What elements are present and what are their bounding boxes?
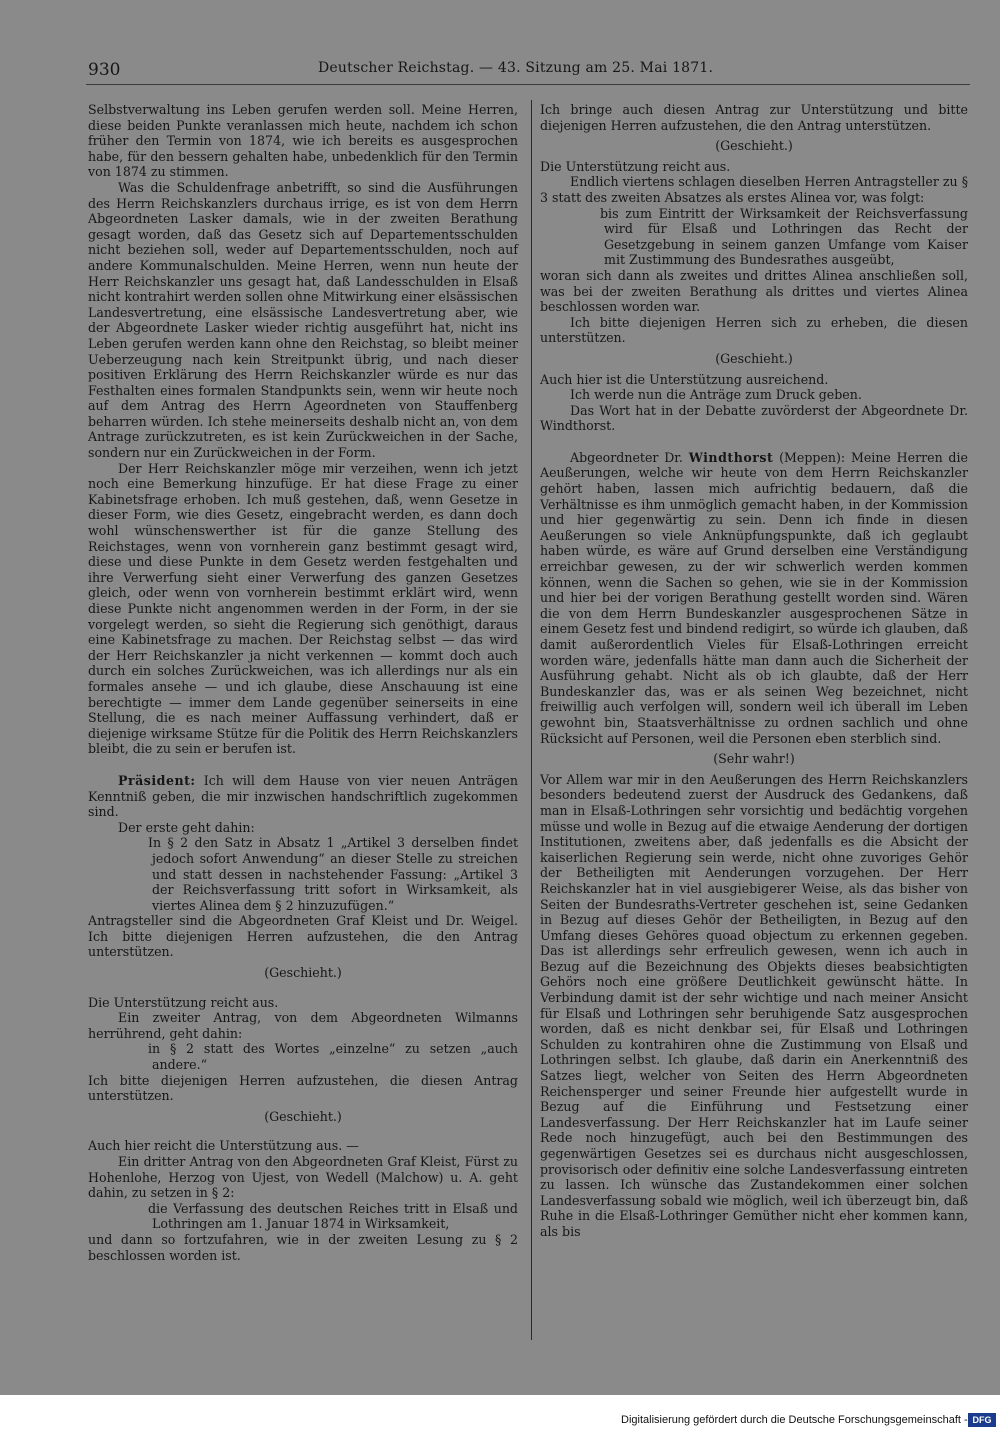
second-motion: in § 2 statt des Wortes „einzelne“ zu setzen „auch andere.“ <box>148 1041 518 1073</box>
paragraph: Ich bringe auch diesen Antrag zur Unterstützung und bitte diejenigen Herren aufzustehen, die den Antrag unterstützen. <box>540 102 968 133</box>
support-note: Auch hier ist die Unterstützung ausreichend. <box>540 371 829 387</box>
running-header: Deutscher Reichstag. — 43. Sitzung am 25. Mai 1871. <box>318 60 714 76</box>
stage-direction: (Geschieht.) <box>264 965 342 981</box>
fourth-motion: bis zum Eintritt der Wirksamkeit der Reichsverfassung wird für Elsaß und Lothringen das Recht der Gesetzgebung in seinem ganzen Umfange vom Kaiser mit Zustimmung des Bundesrathes ausgeübt, <box>600 205 968 268</box>
header-rule <box>86 84 970 85</box>
paragraph: Der Herr Reichskanzler möge mir verzeihen, wenn ich jetzt noch eine Bemerkung hinzufüge. Er hat diese Frage zu einer Kabinetsfrage erhoben. Ich muß gestehen, daß, wenn Gesetze in dieser Form, wie dies Gesetz, eingebracht werden, es dann doch wohl wünschenswerther ist für die ganze Stellung des Reichstages, wenn von vornherein ganz bestimmt gesagt wird, diese und diese Punkte in dem Gesetz werden festgehalten und ihre Verwerfung sieht einer Verwerfung des ganzen Gesetzes gleich, oder wenn von vornherein bestimmt erklärt wird, wenn diese Punkte nicht angenommen werden in der Form, in der sie vorgelegt werden, so sieht die Regierung sich genöthigt, daraus eine Kabinetsfrage zu machen. Der Reichstag selbst — das wird der Herr Reichskanzler ja nicht verkennen — kommt doch auch durch ein solches Zurückweichen, was ich allerdings nur als ein formales ansehe — und ich glaube, diese Anschauung ist eine berechtigte — immer dem Lande gegenüber seinerseits in eine Stellung, die es nach meiner Auffassung verhindert, daß er diejenige wirksame Stütze für die Politik des Herrn Reichskanzlers bleibt, die zu sein er berufen ist. <box>88 460 518 757</box>
fourth-intro: Endlich viertens schlagen dieselben Herren Antragsteller zu § 3 statt des zweiten Absatzes als erstes Alinea vor, was folgt: <box>540 174 968 205</box>
windthorst-paragraph <box>540 450 968 746</box>
paragraph: Vor Allem war mir in den Aeußerungen des Herrn Reichskanzlers besonders bedeutend zuerst der Ausdruck des Gedankens, daß man in Elsaß-Lothringen sehr vorsichtig und bedächtig vorgehen müsse und wolle in Bezug auf die etwaige Aenderung der dortigen Institutionen, zweitens aber, daß jedenfalls es die Absicht der kaiserlichen Regierung sein werde, nicht ohne zuvoriges Gehör der Betheiligten mit Aenderungen vorzugehen. Der Herr Reichskanzler hat in viel ausgiebigerer Weise, als das bisher von Seiten der Bundesraths-Vertreter geschehen ist, seine Gedanken in Bezug auf dieses Gehör der Betheiligten, in Bezug auf den Umfang dieses Gehöres quoad objectum zu erkennen gegeben. Das ist allerdings sehr erfreulich gewesen, wenn ich auch in Bezug auf die Bezeichnung des Objekts dieses beabsichtigten Gehörs noch eine größere Deutlichkeit gewünscht hätte. In Verbindung damit ist der sehr wichtige und nach meiner Ansicht für Elsaß und Lothringen sehr beruhigende Satz ausgesprochen worden, daß es nicht denkbar sei, für Elsaß und Lothringen Schulden zu kontrahiren ohne die Zustimmung von Elsaß und Lothringen selbst. Ich glaube, daß darin ein Anerkenntniß des Satzes liegt, welcher von Seiten des Herrn Abgeordneten Reichensperger und seiner Freunde hier aufgestellt wurde in Bezug auf die Einführung und Festsetzung einer Landesverfassung. Der Herr Reichskanzler hat im Laufe seiner Rede noch hinzugefügt, auch bei den Bestimmungen des gegenwärtigen Gesetzes sei es durchaus nicht ausgeschlossen, provisorisch oder definitiv eine solche Landesverfassung eintreten zu lassen. Ich wünsche das Zustandekommen einer solchen Landesverfassung sobald wie möglich, weil ich überzeugt bin, daß Ruhe in die Elsaß-Lothringer Gemüther nicht eher kommen kann, als bis <box>540 771 968 1239</box>
first-movers: Antragsteller sind die Abgeordneten Graf Kleist und Dr. Weigel. Ich bitte diejenigen Herren aufzustehen, die den Antrag unterstützen. <box>88 913 518 960</box>
right-column <box>540 102 968 1240</box>
windthorst-text: Meine Herren die Aeußerungen, welche wir heute von dem Herrn Reichskanzler gehört haben, lassen mich aufrichtig bedauern, daß die Verhältnisse es ihm unmöglich gemacht haben, in der Kommission und hier gegenwärtig zu sein. Denn ich finde in diesen Aeußerungen so viele Anknüpfungspunkte, daß ich geglaubt haben würde, es wäre auf Grund derselben eine Verständigung erreichbar gewesen, zu der wir schwerlich werden kommen können, wenn die Sachen so gehen, wie sie in der Kommission und hier bei der vorigen Berathung gestellt worden sind. Wären die von dem Herrn Bundeskanzler ausgesprochenen Sätze in einem Gesetz fest und bindend redigirt, so würde ich glauben, daß damit außerordentlich Vieles für Elsaß-Lothringen erreicht worden wäre, jedenfalls hätte man dann auch die Sicherheit der Ausführung gehabt. Nicht als ob ich glaubte, daß der Herr Bundeskanzler das, was er als seinen Weg bezeichnet, nicht freiwillig auch verfolgen will, sondern weil ich überall im Leben gewohnt bin, Staatsverhältnisse zu ordnen sachlich und ohne Rücksicht auf Personen, weil die Personen eben sterblich sind. <box>540 449 968 746</box>
left-column <box>88 102 518 1263</box>
fourth-tail: woran sich dann als zweites und drittes Alinea anschließen soll, was bei der zweiten Berathung als drittes und viertes Alinea beschlossen worden war. <box>540 267 968 315</box>
paragraph: Was die Schuldenfrage anbetrifft, so sind die Ausführungen des Herrn Reichskanzlers durchaus irrige, es ist von dem Herrn Abgeordneten Lasker damals, wie in der zweiten Berathung gesagt worden, daß das Gesetz sich auf Departementsschulden nicht beziehen soll, weder auf Departementsschulden, noch auf andere Kommunalschulden. Meine Herren, wenn nun heute der Herr Reichskanzler uns gesagt hat, daß Landesschulden in Elsaß nicht kontrahirt werden sollen ohne Mitwirkung einer elsässischen Landesvertretung, eine elsässische Landesvertretung aber, wie der Abgeordnete Lasker wieder richtig ausgeführt hat, nicht ins Leben gerufen werden kann ohne den Reichstag, so bleibt meiner Ueberzeugung nach kein Streitpunkt übrig, und nach dieser positiven Erklärung des Herrn Reichskanzler würde es nur das Festhalten eines formalen Standpunkts sein, wenn wir heute noch auf dem Antrag des Herrn Ageordneten von Stauffenberg beharren würden. Ich stehe meinerseits deshalb nicht an, von dem Antrage zurückzutreten, es ist kein Zurückweichen in der Sache, sondern nur ein Zurückweichen in der Form. <box>88 179 518 461</box>
speaker-prefix: Abgeordneter Dr. <box>570 449 683 465</box>
support-note: Auch hier reicht die Unterstützung aus. — <box>88 1138 359 1154</box>
second-intro: Ein zweiter Antrag, von dem Abgeordneten Wilmanns herrührend, geht dahin: <box>88 1010 518 1041</box>
floor-note: Das Wort hat in der Debatte zuvörderst der Abgeordnete Dr. Windthorst. <box>540 402 968 434</box>
print-note: Ich werde nun die Anträge zum Druck geben. <box>570 387 862 403</box>
support-note: Die Unterstützung reicht aus. <box>88 994 279 1010</box>
dfg-logo: DFG <box>968 1413 996 1427</box>
speaker-president: Präsident: <box>118 772 196 788</box>
column-divider <box>531 100 532 1340</box>
president-text: Ich will dem Hause von vier neuen Anträgen Kenntniß geben, die mir inzwischen handschriftlich zugekommen sind. <box>88 772 518 820</box>
first-motion: In § 2 den Satz in Absatz 1 „Artikel 3 derselben findet jedoch sofort Anwendung“ an dieser Stelle zu streichen und statt dessen in nachstehender Fassung: „Artikel 3 der Reichsverfassung tritt sofort in Wirksamkeit, als viertes Alinea dem § 2 hinzuzufügen.“ <box>148 835 518 913</box>
president-paragraph <box>88 773 518 820</box>
fourth-request: Ich bitte diejenigen Herren sich zu erheben, die diesen unterstützen. <box>540 314 968 346</box>
third-motion: die Verfassung des deutschen Reiches tritt in Elsaß und Lothringen am 1. Januar 1874 in Wirksamkeit, <box>148 1200 518 1232</box>
paragraph: Selbstverwaltung ins Leben gerufen werden soll. Meine Herren, diese beiden Punkte veranlassen mich heute, nachdem ich schon früher den Termin von 1874, wie ich bereits es ausgesprochen habe, für den bessern gehalten habe, unbedenklich für den Termin von 1874 zu stimmen. <box>88 102 518 180</box>
page-number: 930 <box>88 60 121 80</box>
interjection: (Sehr wahr!) <box>713 751 795 767</box>
stage-direction: (Geschieht.) <box>715 138 793 154</box>
support-note: Die Unterstützung reicht aus. <box>540 158 731 174</box>
stage-direction: (Geschieht.) <box>264 1108 342 1124</box>
stage-direction: (Geschieht.) <box>715 350 793 366</box>
funding-note: Digitalisierung gefördert durch die Deutsche Forschungsgemeinschaft - <box>621 1414 968 1426</box>
first-intro: Der erste geht dahin: <box>118 819 255 835</box>
speaker-windthorst: Windthorst <box>688 449 774 465</box>
third-intro: Ein dritter Antrag von den Abgeordneten Graf Kleist, Fürst zu Hohenlohe, Herzog von Ujest, von Wedell (Malchow) u. A. geht dahin, zu setzen in § 2: <box>88 1154 518 1201</box>
third-tail: und dann so fortzufahren, wie in der zweiten Lesung zu § 2 beschlossen worden ist. <box>88 1231 518 1263</box>
second-request: Ich bitte diejenigen Herren aufzustehen, die diesen Antrag unterstützen. <box>88 1072 518 1104</box>
speaker-place: (Meppen): <box>779 449 846 465</box>
footer <box>0 1412 1000 1430</box>
